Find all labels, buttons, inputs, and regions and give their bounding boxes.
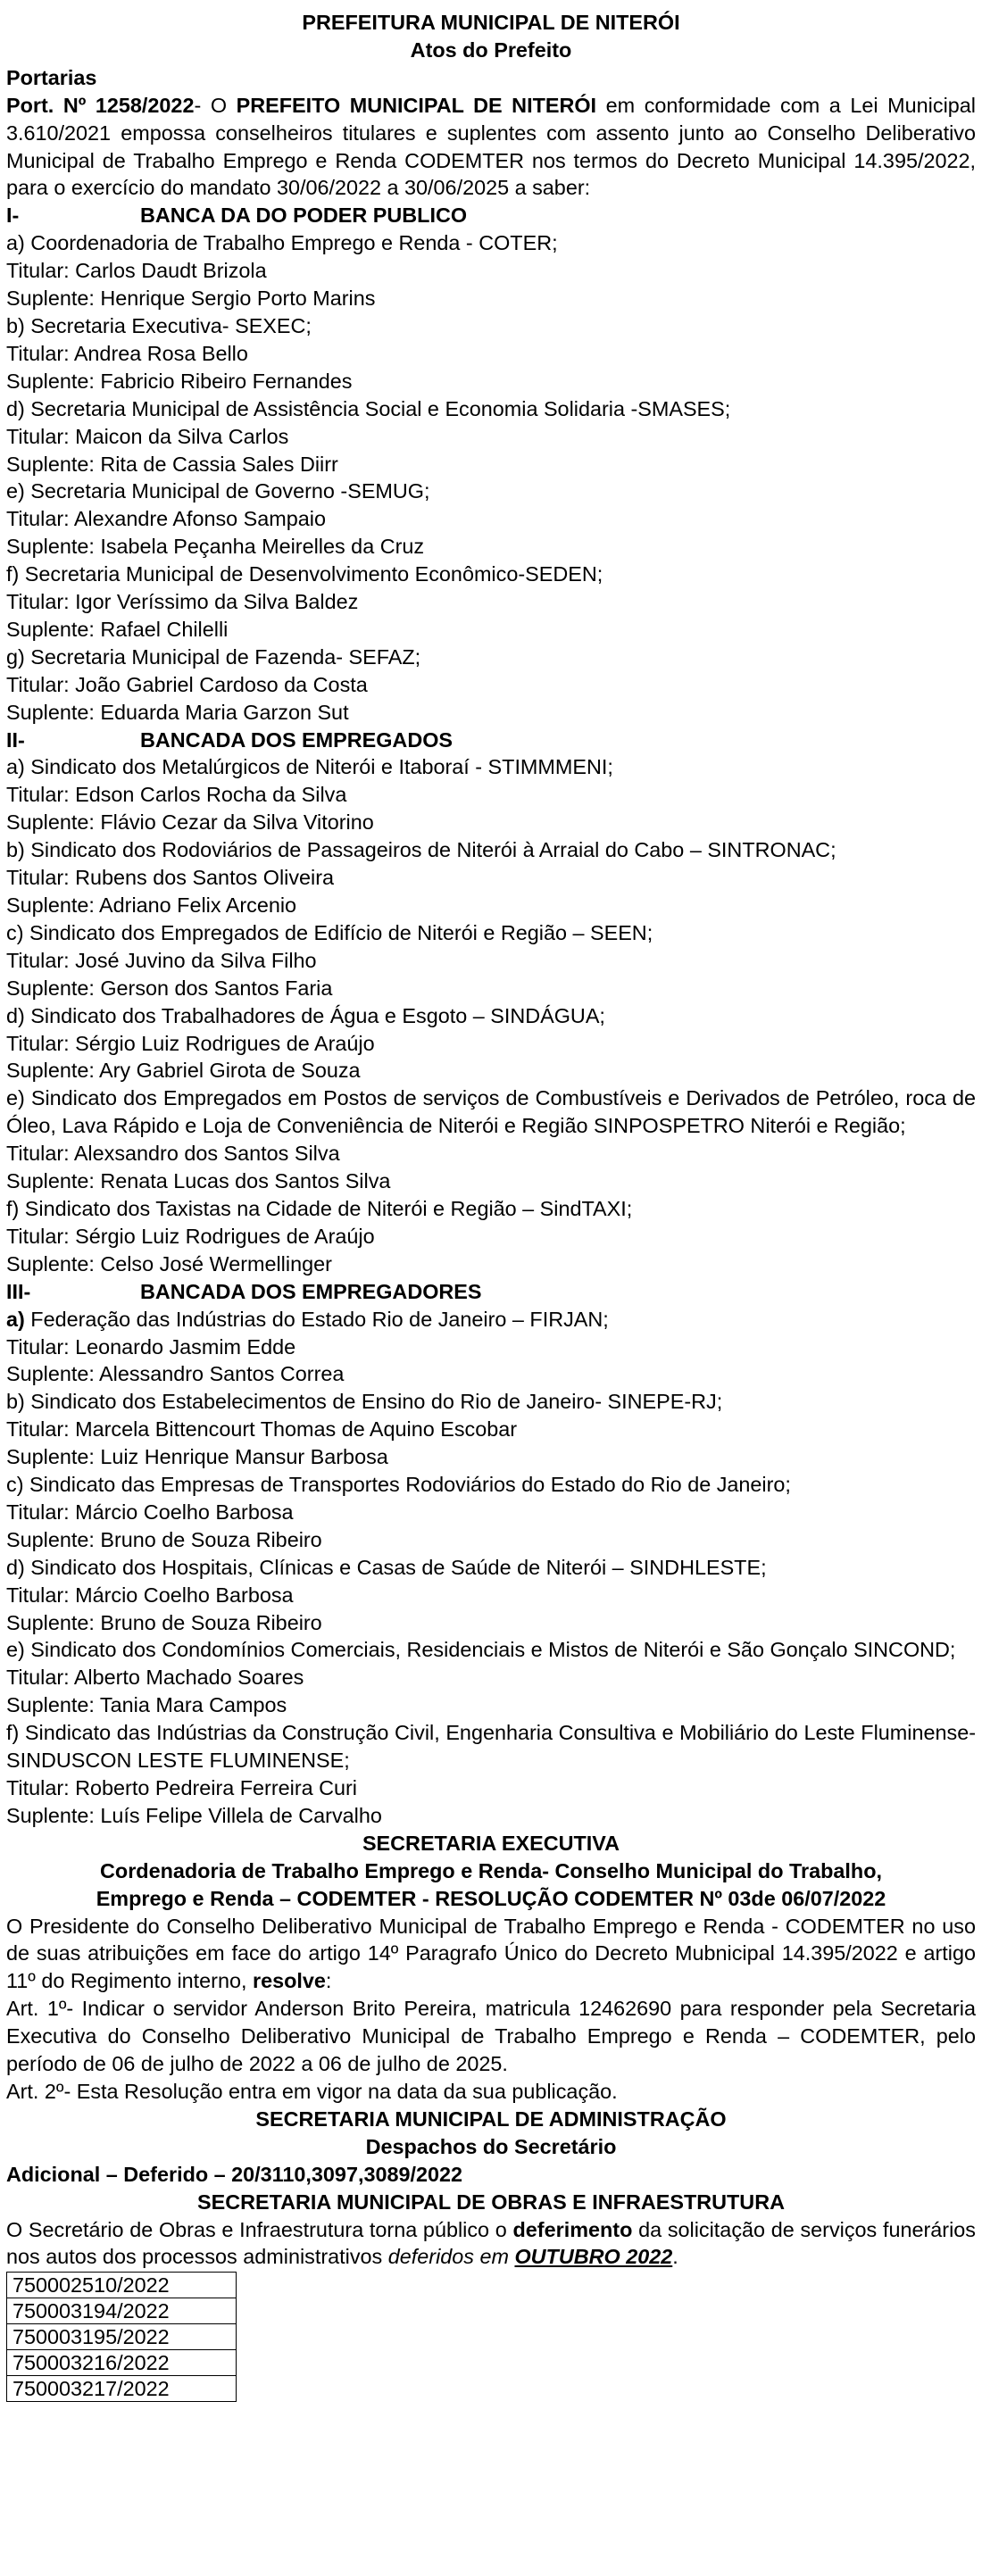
process-table <box>6 2272 237 2402</box>
document-title: PREFEITURA MUNICIPAL DE NITERÓI <box>302 11 680 34</box>
obras-text-2: da solicitação de serviços funerários nos autos dos processos administrativos <box>6 2217 976 2269</box>
entry-line: d) Secretaria Municipal de Assistência Social e Economia Solidaria -SMASES; <box>6 396 731 420</box>
group-heading <box>6 727 976 754</box>
entry-line: Suplente: Flávio Cezar da Silva Vitorino <box>6 810 374 835</box>
executiva-body-text: O Presidente do Conselho Deliberativo Municipal de Trabalho Emprego e Renda - CODEMTER no uso de suas atribuições em face do artigo 14º Paragrafo Único do Decreto Mubnicipal 14.395/2022 e artigo 11º do Regimento interno, <box>6 1914 976 1993</box>
obras-text-1: O Secretário de Obras e Infraestrutura torna público o <box>6 2217 513 2241</box>
portaria-paragraph <box>6 92 976 203</box>
entry-line: Titular: Sérgio Luiz Rodrigues de Araújo <box>6 1031 375 1055</box>
entry-line: Suplente: Luís Felipe Villela de Carvalho <box>6 1803 382 1827</box>
entry-line: Titular: Márcio Coelho Barbosa <box>6 1583 294 1607</box>
group-lines <box>6 1774 976 1830</box>
deferidos-word: deferidos em <box>387 2245 515 2269</box>
portaria-ref: Port. Nº 1258/2022 <box>6 93 195 117</box>
group-lines <box>6 1140 976 1278</box>
group-heading <box>6 202 976 229</box>
entry-line: Suplente: Bruno de Souza Ribeiro <box>6 1527 322 1551</box>
entry-line: d) Sindicato dos Trabalhadores de Água e Esgoto – SINDÁGUA; <box>6 1003 605 1027</box>
entry-line: Suplente: Bruno de Souza Ribeiro <box>6 1610 322 1634</box>
section-label: Portarias <box>6 65 97 89</box>
group-name: BANCA DA DO PODER PUBLICO <box>140 204 468 228</box>
group-lines <box>6 229 976 726</box>
group-number: III- <box>6 1279 31 1303</box>
portaria-dash: - O <box>194 93 237 117</box>
process-number: 750003195/2022 <box>7 2324 237 2350</box>
entry-line: Titular: Andrea Rosa Bello <box>6 341 248 365</box>
group-lines <box>6 753 976 1084</box>
process-number: 750003217/2022 <box>7 2376 237 2402</box>
obras-paragraph <box>6 2216 976 2272</box>
entry-line: Suplente: Celso José Wermellinger <box>6 1251 332 1276</box>
entry-line: d) Sindicato dos Hospitais, Clínicas e Casas de Saúde de Niterói – SINDHLESTE; <box>6 1555 767 1579</box>
entry-text: Federação das Indústrias do Estado Rio de Janeiro – FIRJAN; <box>24 1307 609 1331</box>
entry-line: Suplente: Renata Lucas dos Santos Silva <box>6 1169 391 1193</box>
resolve-word: resolve <box>252 1969 326 1993</box>
table-row <box>7 2298 237 2324</box>
entry-line: Suplente: Alessandro Santos Correa <box>6 1362 345 1386</box>
group-lines <box>6 1664 976 1719</box>
group-name: BANCADA DOS EMPREGADOS <box>140 727 454 752</box>
entry-line: Titular: Alberto Machado Soares <box>6 1666 304 1690</box>
entry-line: Suplente: Eduarda Maria Garzon Sut <box>6 700 349 724</box>
deferimento-word: deferimento <box>512 2217 633 2241</box>
entry-line: Suplente: Gerson dos Santos Faria <box>6 976 333 1000</box>
group-heading <box>6 1278 976 1306</box>
portaria-body: em conformidade com a Lei Municipal 3.610/2021 empossa conselheiros titulares e suplentes com assento junto ao Conselho Deliberativo Municipal de Trabalho Emprego e Renda CODEMTER nos termos do Decreto Municipal 14.395/2022, para o exercício do mandato 30/06/2022 a 30/06/2025 a saber: <box>6 93 976 200</box>
entry-line: Titular: Sérgio Luiz Rodrigues de Araújo <box>6 1224 375 1248</box>
executiva-title: SECRETARIA EXECUTIVA <box>362 1831 620 1855</box>
process-table-body <box>7 2273 237 2402</box>
entry-line: Titular: Alexsandro dos Santos Silva <box>6 1142 340 1166</box>
entry-line: Titular: Rubens dos Santos Oliveira <box>6 866 335 890</box>
executiva-body <box>6 1913 976 1996</box>
group-number: I- <box>6 204 20 228</box>
entry-line: Titular: José Juvino da Silva Filho <box>6 948 317 972</box>
resolve-colon: : <box>325 1969 332 1993</box>
document-subtitle: Atos do Prefeito <box>410 37 572 62</box>
entry-line: Suplente: Adriano Felix Arcenio <box>6 893 297 917</box>
group-number: II- <box>6 727 25 752</box>
entry-line: Titular: Carlos Daudt Brizola <box>6 259 267 283</box>
entry-line: b) Secretaria Executiva- SEXEC; <box>6 313 312 337</box>
entry-line: b) Sindicato dos Estabelecimentos de Ensino do Rio de Janeiro- SINEPE-RJ; <box>6 1390 723 1414</box>
executiva-subtitle-2: Emprego e Renda – CODEMTER - RESOLUÇÃO CODEMTER Nº 03de 06/07/2022 <box>96 1886 886 1910</box>
entry-letter: a) <box>6 1307 25 1331</box>
entry-paragraph: f) Sindicato das Indústrias da Construção Civil, Engenharia Consultiva e Mobiliário do Leste Fluminense- SINDUSCON LESTE FLUMINENSE; <box>6 1721 976 1773</box>
entry-line: Suplente: Isabela Peçanha Meirelles da Cruz <box>6 535 425 559</box>
administracao-title: SECRETARIA MUNICIPAL DE ADMINISTRAÇÃO <box>255 2107 727 2131</box>
process-number: 750003194/2022 <box>7 2298 237 2324</box>
group-lines <box>6 1334 976 1637</box>
entry-line: Titular: Márcio Coelho Barbosa <box>6 1500 294 1524</box>
table-row <box>7 2350 237 2376</box>
entry-line: f) Sindicato dos Taxistas na Cidade de Niterói e Região – SindTAXI; <box>6 1196 633 1220</box>
portaria-author: PREFEITO MUNICIPAL DE NITERÓI <box>236 93 597 117</box>
outubro-word: OUTUBRO 2022 <box>514 2245 673 2269</box>
entry-line: Titular: Igor Veríssimo da Silva Baldez <box>6 590 359 614</box>
entry-line: Suplente: Rita de Cassia Sales Diirr <box>6 452 338 476</box>
entry-line: Titular: João Gabriel Cardoso da Costa <box>6 672 368 696</box>
administracao-subtitle: Despachos do Secretário <box>365 2134 617 2158</box>
table-row <box>7 2273 237 2298</box>
entry-paragraph: e) Sindicato dos Empregados em Postos de serviços de Combustíveis e Derivados de Petróleo, roca de Óleo, Lava Rápido e Loja de Conveniência de Niterói e Região SINPOSPETRO Niterói e Região; <box>6 1086 976 1138</box>
entry-line: Suplente: Luiz Henrique Mansur Barbosa <box>6 1445 388 1469</box>
executiva-subtitle-1: Cordenadoria de Trabalho Emprego e Renda- Conselho Municipal do Trabalho, <box>100 1858 882 1882</box>
obras-end: . <box>672 2245 678 2269</box>
entry-line: Suplente: Fabricio Ribeiro Fernandes <box>6 369 353 393</box>
entry-paragraph: e) Sindicato dos Condomínios Comerciais, Residenciais e Mistos de Niterói e São Gonçalo SINCOND; <box>6 1638 956 1662</box>
entry-line: Titular: Leonardo Jasmim Edde <box>6 1334 296 1359</box>
entry-line: b) Sindicato dos Rodoviários de Passageiros de Niterói à Arraial do Cabo – SINTRONAC; <box>6 838 836 862</box>
entry-line: Suplente: Ary Gabriel Girota de Souza <box>6 1059 361 1083</box>
process-number: 750002510/2022 <box>7 2273 237 2298</box>
entry-line: Suplente: Tania Mara Campos <box>6 1693 287 1717</box>
entry-line: e) Secretaria Municipal de Governo -SEMUG; <box>6 479 430 503</box>
entry-line: a) Sindicato dos Metalúrgicos de Niterói e Itaboraí - STIMMMENI; <box>6 755 613 779</box>
entry-line: Suplente: Rafael Chilelli <box>6 617 229 641</box>
entry-line: Titular: Alexandre Afonso Sampaio <box>6 507 326 531</box>
table-row <box>7 2376 237 2402</box>
entry-line: c) Sindicato dos Empregados de Edifício de Niterói e Região – SEEN; <box>6 920 653 944</box>
table-row <box>7 2324 237 2350</box>
article-2: Art. 2º- Esta Resolução entra em vigor na data da sua publicação. <box>6 2079 618 2103</box>
entry-line: f) Secretaria Municipal de Desenvolvimento Econômico-SEDEN; <box>6 562 603 586</box>
obras-title: SECRETARIA MUNICIPAL DE OBRAS E INFRAESTRUTURA <box>197 2190 785 2214</box>
entry-line: Titular: Marcela Bittencourt Thomas de Aquino Escobar <box>6 1417 518 1442</box>
entry-line: Titular: Maicon da Silva Carlos <box>6 424 289 448</box>
entry-line: g) Secretaria Municipal de Fazenda- SEFAZ; <box>6 644 421 669</box>
entry-line: c) Sindicato das Empresas de Transportes Rodoviários do Estado do Rio de Janeiro; <box>6 1473 791 1497</box>
administracao-line: Adicional – Deferido – 20/3110,3097,3089/2022 <box>6 2162 463 2186</box>
entry-line: Titular: Roberto Pedreira Ferreira Curi <box>6 1776 358 1799</box>
entry-line <box>6 1306 976 1334</box>
article-1: Art. 1º- Indicar o servidor Anderson Brito Pereira, matricula 12462690 para responder pela Secretaria Executiva do Conselho Deliberativo Municipal de Trabalho Emprego e Renda – CODEMTER, pelo período de 06 de julho de 2022 a 06 de julho de 2025. <box>6 1997 976 2076</box>
entry-line: Titular: Edson Carlos Rocha da Silva <box>6 783 347 807</box>
entry-line: Suplente: Henrique Sergio Porto Marins <box>6 287 376 311</box>
group-name: BANCADA DOS EMPREGADORES <box>140 1279 482 1303</box>
entry-line: a) Coordenadoria de Trabalho Emprego e Renda - COTER; <box>6 231 558 255</box>
process-number: 750003216/2022 <box>7 2350 237 2376</box>
